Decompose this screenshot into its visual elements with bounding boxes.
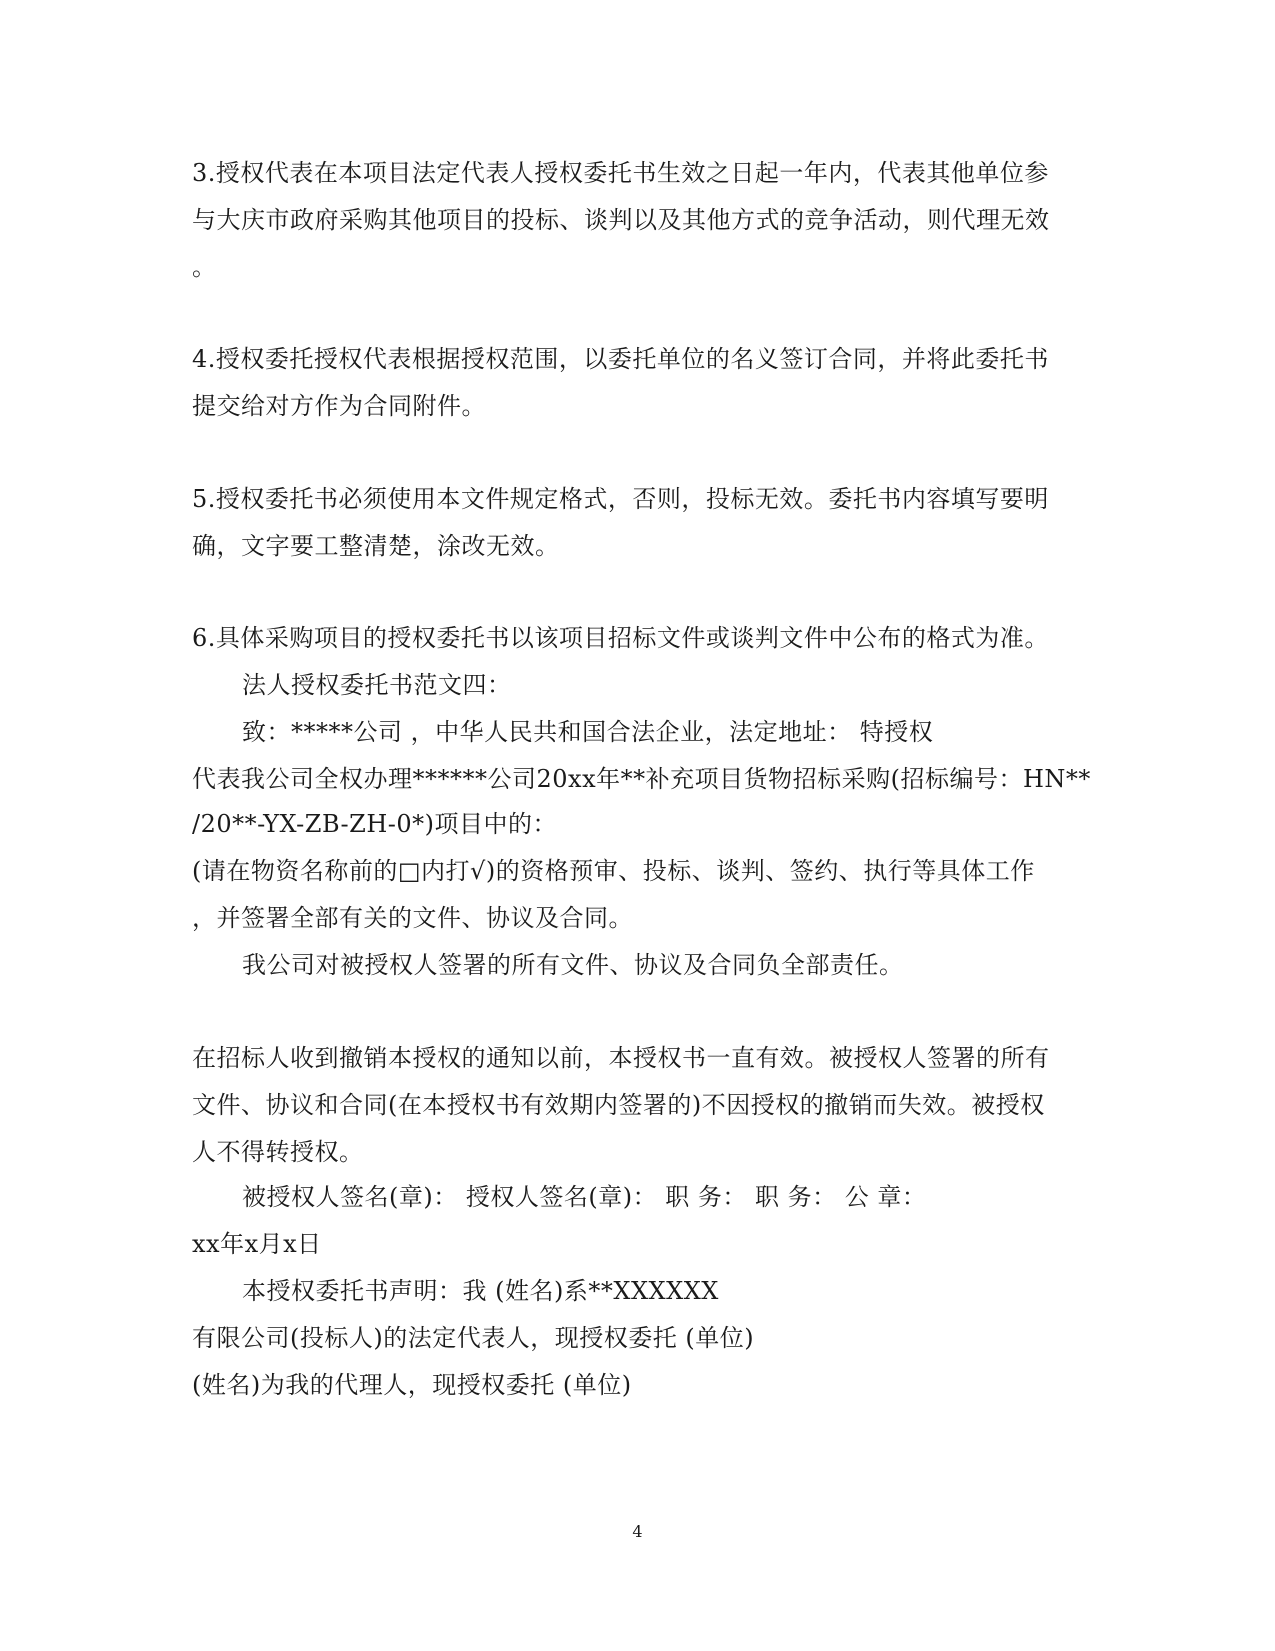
text-line: 在招标人收到撤销本授权的通知以前，本授权书一直有效。被授权人签署的所有	[192, 1044, 1050, 1072]
date-line: xx年x月x日	[192, 1230, 322, 1258]
signature-line: 被授权人签名(章)： 授权人签名(章)： 职 务： 职 务： 公 章：	[242, 1183, 927, 1211]
text-line: 4.授权委托授权代表根据授权范围，以委托单位的名义签订合同，并将此委托书	[192, 345, 1049, 373]
text-line: 提交给对方作为合同附件。	[192, 392, 486, 420]
text-line: 6.具体采购项目的授权委托书以该项目招标文件或谈判文件中公布的格式为准。	[192, 624, 1049, 652]
text-line: 人不得转授权。	[192, 1138, 364, 1166]
text-line: (请在物资名称前的□内打√)的资格预审、投标、谈判、签约、执行等具体工作	[192, 857, 1035, 885]
text-line: 与大庆市政府采购其他项目的投标、谈判以及其他方式的竞争活动，则代理无效	[192, 206, 1050, 234]
text-line: (姓名)为我的代理人，现授权委托 (单位)	[192, 1371, 632, 1399]
text-line: 代表我公司全权办理******公司20xx年**补充项目货物招标采购(招标编号：HN**	[192, 765, 1091, 793]
text-line: 文件、协议和合同(在本授权书有效期内签署的)不因授权的撤销而失效。被授权	[192, 1091, 1045, 1119]
text-line: 致：*****公司 ，中华人民共和国合法企业，法定地址： 特授权	[242, 718, 934, 746]
section-heading: 法人授权委托书范文四：	[242, 671, 512, 699]
text-line: /20**-YX-ZB-ZH-0*)项目中的：	[192, 810, 557, 838]
text-line: 本授权委托书声明：我 (姓名)系**XXXXXX	[242, 1277, 719, 1305]
text-line: ，并签署全部有关的文件、协议及合同。	[192, 904, 633, 932]
text-line: 我公司对被授权人签署的所有文件、协议及合同负全部责任。	[242, 951, 904, 979]
text-line: 确，文字要工整清楚，涂改无效。	[192, 532, 560, 560]
text-line: 有限公司(投标人)的法定代表人，现授权委托 (单位)	[192, 1324, 755, 1352]
text-line: 5.授权委托书必须使用本文件规定格式，否则，投标无效。委托书内容填写要明	[192, 485, 1049, 513]
page-number: 4	[632, 1522, 643, 1541]
text-line: 3.授权代表在本项目法定代表人授权委托书生效之日起一年内，代表其他单位参	[192, 159, 1049, 187]
text-line: 。	[192, 253, 217, 281]
